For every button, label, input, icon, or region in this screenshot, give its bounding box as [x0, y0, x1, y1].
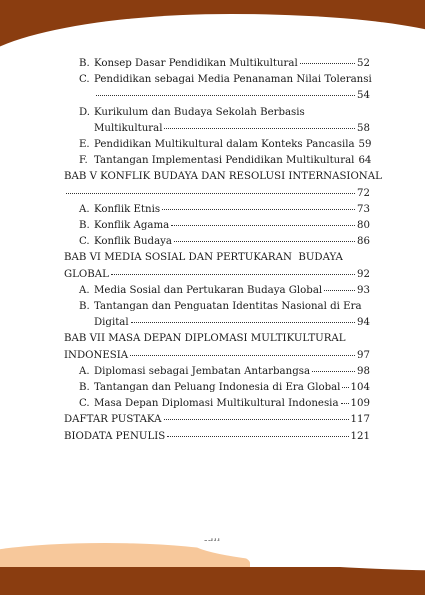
dot-leader [164, 128, 355, 129]
entry-letter: A. [79, 203, 90, 215]
toc-entry[interactable] [64, 299, 370, 331]
entry-title: Tantangan dan Penguatan Identitas Nasional di Era [94, 301, 362, 313]
dot-leader [131, 322, 355, 323]
entry-page: 98 [357, 365, 370, 377]
entry-letter: A. [79, 365, 90, 377]
entry-page: 121 [350, 430, 370, 442]
toc-chapter[interactable] [64, 412, 370, 428]
entry-page: 117 [350, 414, 370, 426]
entry-page: 73 [357, 203, 370, 215]
entry-title: Tantangan Implementasi Pendidikan Multikultural [94, 155, 355, 167]
entry-title: Tantangan dan Peluang Indonesia di Era Global [94, 382, 341, 394]
entry-page: 64 [358, 155, 372, 167]
toc-entry[interactable] [64, 56, 370, 72]
entry-letter: A. [79, 284, 90, 296]
toc-entry[interactable] [64, 218, 370, 234]
chapter-title: BAB VI MEDIA SOSIAL DAN PERTUKARAN BUDAYA [64, 252, 343, 264]
entry-letter: C. [79, 236, 90, 248]
entry-letter: B. [79, 220, 90, 232]
dot-leader [111, 274, 355, 275]
entry-letter: B. [79, 382, 90, 394]
toc-chapter[interactable] [64, 331, 370, 363]
entry-title: Media Sosial dan Pertukaran Budaya Global [94, 284, 323, 296]
toc-entry[interactable] [64, 396, 370, 412]
entry-title-cont: Multikultural [94, 122, 163, 134]
dot-leader [66, 193, 355, 194]
entry-page: 92 [357, 268, 370, 280]
entry-title-cont: Digital [94, 317, 129, 329]
entry-letter: B. [79, 58, 90, 69]
dot-leader [162, 209, 355, 210]
chapter-title: BAB VII MASA DEPAN DIPLOMASI MULTIKULTURAL [64, 333, 346, 345]
toc-entry[interactable] [64, 153, 370, 169]
toc-entry[interactable] [64, 283, 370, 299]
dot-leader [171, 225, 355, 226]
entry-page: 86 [357, 236, 370, 248]
dot-leader [96, 95, 355, 96]
dot-leader [341, 403, 349, 404]
entry-title: Konsep Dasar Pendidikan Multikultural [94, 58, 298, 69]
entry-page: 58 [357, 122, 370, 134]
entry-title: Masa Depan Diplomasi Multikultural Indonesia [94, 398, 339, 410]
chapter-title: BIODATA PENULIS [64, 430, 166, 442]
dot-leader [300, 63, 355, 64]
toc-entry[interactable] [64, 72, 370, 104]
chapter-title: BAB V KONFLIK BUDAYA DAN RESOLUSI INTERNASIONAL [64, 171, 382, 183]
entry-page: 80 [357, 220, 370, 232]
entry-title: Konflik Agama [94, 220, 170, 232]
entry-letter: E. [79, 139, 90, 151]
entry-title: Pendidikan Multikultural dalam Konteks Pancasila [94, 139, 355, 151]
entry-letter: D. [79, 106, 91, 118]
entry-title: Kurikulum dan Budaya Sekolah Berbasis [94, 106, 305, 118]
dot-leader [164, 419, 349, 420]
entry-page: 97 [357, 349, 370, 361]
entry-title: Konflik Budaya [94, 236, 172, 248]
entry-page: 93 [357, 284, 370, 296]
entry-letter: B. [79, 301, 90, 313]
toc-entry[interactable] [64, 380, 370, 396]
entry-page: 52 [357, 58, 370, 69]
entry-title: Konflik Etnis [94, 203, 161, 215]
entry-letter: F. [79, 155, 88, 167]
dot-leader [342, 387, 348, 388]
entry-page: 59 [358, 139, 372, 151]
chapter-title: DAFTAR PUSTAKA [64, 414, 162, 426]
toc-entry[interactable] [64, 234, 370, 250]
bottom-banner [0, 567, 425, 595]
entry-page: 109 [350, 398, 370, 410]
entry-page: 72 [357, 187, 370, 199]
entry-page: 94 [357, 317, 370, 329]
table-of-contents [64, 56, 382, 445]
dot-leader [324, 290, 355, 291]
entry-letter: C. [79, 398, 90, 410]
chapter-title-cont: INDONESIA [64, 349, 129, 361]
dot-leader [130, 355, 355, 356]
dot-leader [312, 371, 355, 372]
entry-letter: C. [79, 74, 90, 86]
dot-leader [174, 241, 355, 242]
entry-page: 54 [357, 90, 370, 102]
toc-chapter[interactable] [64, 250, 370, 282]
entry-title: Pendidikan sebagai Media Penanaman Nilai Toleransi [94, 74, 372, 86]
toc-entry[interactable] [64, 105, 370, 137]
entry-title: Diplomasi sebagai Jembatan Antarbangsa [94, 365, 311, 377]
toc-entry[interactable] [64, 137, 370, 153]
toc-entry[interactable] [64, 364, 370, 380]
toc-chapter[interactable] [64, 429, 370, 445]
dot-leader [167, 436, 348, 437]
toc-entry[interactable] [64, 202, 370, 218]
chapter-title-cont: GLOBAL [64, 268, 109, 280]
entry-page: 104 [350, 382, 370, 394]
toc-chapter[interactable] [64, 169, 382, 201]
